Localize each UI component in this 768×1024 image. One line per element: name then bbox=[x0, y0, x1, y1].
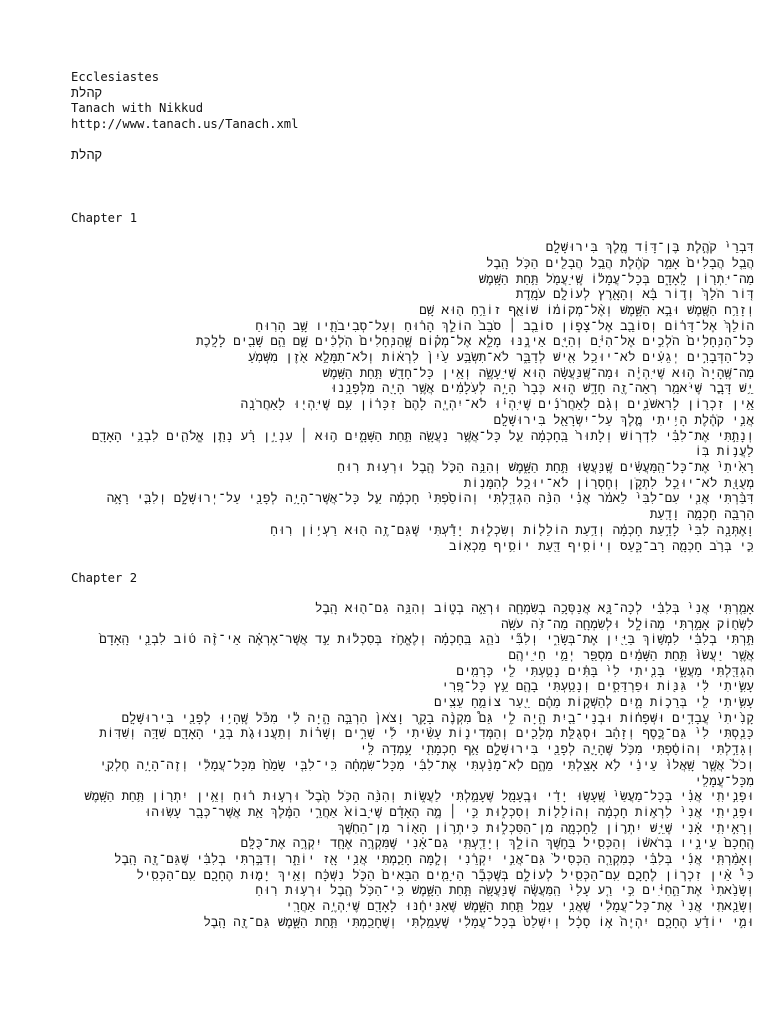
spacer bbox=[71, 132, 754, 148]
book-heading-hebrew: קהלת bbox=[71, 147, 103, 163]
verse-line: הִגְדַּ֖לְתִּי מַעֲשָׂ֑י בָּנִ֤יתִי לִי֙ בָּתִּ֔ים נָטַ֥עְתִּי לִ֖י כְּרָמִֽים bbox=[456, 662, 754, 678]
verse-line: עָשִׂ֥יתִי לִ֖י בְּרֵכ֣וֹת מָ֑יִם לְהַשְׁק֣וֹת מֵהֶ֔ם יַ֖עַר צוֹמֵ֥חַ עֵצִֽים bbox=[434, 694, 754, 710]
chapter-2 bbox=[71, 571, 754, 929]
verse-line: וְרָאִ֣יתִֽי אָ֔נִי שֶׁיֵּ֥שׁ יִתְר֛וֹן לַֽחָכְמָ֖ה מִן־הַסִּכְל֑וּת כִּיתְר֥וֹן הָא֖וֹר מִן־הַחֹֽשֶׁךְ bbox=[337, 819, 754, 835]
book-title-hebrew: קהלת bbox=[71, 85, 103, 101]
verse-line: יֵ֥שׁ דָּבָ֛ר שֶׁיֹּאמַ֥ר רְאֵה־זֶ֖ה חָדָ֣שׁ ה֑וּא כְּבָר֙ הָיָ֣ה לְעֹֽלָמִ֔ים אֲשֶׁ֥ר הָיָ֖ה מִלְּפָנֵֽנוּ bbox=[329, 380, 754, 396]
verse-line: וְנָתַ֣תִּי אֶת־לִבִּ֗י לִדְר֤וֹשׁ וְלָתוּר֙ בַּֽחָכְמָ֔ה עַ֛ל כָּל־אֲשֶׁ֥ר נַעֲשָׂ֖ה תַּ֣חַת הַשָּׁמָ֑יִם ה֣וּא ׀ עִנְיַ֣ן רָ֗ע נָתַ֧ן אֱלֹהִ֛ים לִבְנֵ֥י הָאָדָ֖ם לַעֲנ֥וֹת בּֽוֹ bbox=[91, 427, 754, 459]
verse-line: כָּנַ֤סְתִּי לִי֙ גַּם־כֶּ֣סֶף וְזָהָ֔ב וּסְגֻלַּ֥ת מְלָכִ֖ים וְהַמְּדִינ֑וֹת עָשִׂ֨יתִי לִ֜י שָׁרִ֣ים וְשָׁר֗וֹת וְתַעֲנוּגֹ֛ת בְּנֵ֥י הָאָדָ֖ם שִׁדָּ֥ה וְשִׁדּֽוֹת bbox=[99, 725, 754, 741]
verse-line: וּפָנִ֣יתִֽי אֲנִ֗י בְּכָל־מַעֲשַׂי֙ שֶֽׁעָשׂ֣וּ יָדַ֔י וּבֶֽעָמָ֖ל שֶׁעָמַ֣לְתִּי לַעֲשׂ֑וֹת וְהִנֵּ֨ה הַכֹּ֥ל הֶ֙בֶל֙ וּרְע֣וּת ר֔וּחַ וְאֵ֥ין יִתְר֖וֹן תַּ֥חַת הַשָּֽׁמֶשׁ bbox=[84, 788, 754, 804]
verse-line: אָמַ֤רְתִּֽי אֲנִי֙ בְּלִבִּ֔י לְכָה־נָּ֛א אֲנַסְּכָ֥ה בְשִׂמְחָ֖ה וּרְאֵ֣ה בְט֑וֹב וְהִנֵּ֥ה גַם־ה֖וּא הָֽבֶל bbox=[315, 599, 754, 615]
verse-line: אֲנִ֣י קֹהֶ֔לֶת הָיִ֥יתִי מֶ֛לֶךְ עַל־יִשְׂרָאֵ֖ל בִּירוּשָׁלִָֽם bbox=[493, 411, 754, 427]
verse-line: מַה־שֶּֽׁהָיָה֙ ה֣וּא שֶׁיִּהְיֶ֔ה וּמַה־שֶּֽׁנַּעֲשָׂ֔ה ה֖וּא שֶׁיֵּעָשֶׂ֑ה וְאֵ֥ין כָּל־חָדָ֖שׁ תַּ֥חַת הַשָּֽׁמֶשׁ bbox=[322, 364, 754, 380]
verse-line: לִשְׂח֖וֹק אָמַ֣רְתִּי מְהוֹלָ֑ל וּלְשִׂמְחָ֖ה מַה־זֹּ֥ה עֹשָֽׂה bbox=[501, 615, 754, 631]
verse-line: כָּל־הַנְּחָלִים֙ הֹלְכִ֣ים אֶל־הַיָּ֔ם וְהַיָּ֖ם אֵינֶ֣נּוּ מָלֵ֑א אֶל־מְק֗וֹם שֶׁ֤הַנְּחָלִים֙ הֹֽלְכִ֔ים שָׁ֛ם הֵ֥ם שָׁבִ֖ים לָלָֽכֶת bbox=[196, 333, 754, 349]
verse-line: וָאֶתְּנָ֤ה לִבִּי֙ לָדַ֣עַת חָכְמָ֔ה וְדַ֥עַת הוֹלֵל֖וֹת וְשִׂכְל֑וּת יָדַ֕עְתִּי שֶׁגַּם־זֶ֥ה ה֖וּא רַעְי֥וֹן רֽוּחַ bbox=[270, 521, 754, 537]
chapter-heading: Chapter 1 bbox=[71, 210, 138, 225]
edition-line: Tanach with Nikkud bbox=[71, 101, 204, 116]
verse-line: דִּבְרֵי֙ קֹהֶ֣לֶת בֶּן־דָּוִ֔ד מֶ֖לֶךְ בִּירוּשָׁלִָֽם bbox=[545, 239, 754, 255]
verse-line: וְכֹל֙ אֲשֶׁ֤ר שָֽׁאֲלוּ֙ עֵינַ֔י לֹ֥א אָצַ֖לְתִּי מֵהֶ֑ם לֹֽא־מָנַ֨עְתִּי אֶת־לִבִּ֜י מִכָּל־שִׂמְחָ֗ה כִּֽי־לִבִּ֤י שָׂמֵ֙חַ֙ מִכָּל־עֲמָלִ֔י וְזֶה־הָיָ֥ה חֶלְקִ֖י מִכָּל־עֲמָלִֽי bbox=[99, 756, 754, 788]
document-page bbox=[71, 70, 754, 930]
verse-line: וְשָׂנֵ֙אתִי֙ אֶת־הַ֣חַיִּ֔ים כִּ֣י רַ֤ע עָלַי֙ הַֽמַּעֲשֶׂ֔ה שֶׁנַּעֲשָׂ֖ה תַּ֣חַת הַשָּׁ֑מֶשׁ כִּֽי־הַכֹּ֥ל הֶ֖בֶל וּרְע֥וּת רֽוּחַ bbox=[255, 882, 754, 898]
verse-line: דּ֤וֹר הֹלֵךְ֙ וְד֣וֹר בָּ֔א וְהָאָ֖רֶץ לְעוֹלָ֥ם עֹמָֽדֶת bbox=[515, 286, 754, 302]
verse-line: הוֹלֵךְ֙ אֶל־דָּר֔וֹם וְסוֹבֵ֖ב אֶל־צָפ֑וֹן סוֹבֵ֤ב ׀ סֹבֵב֙ הוֹלֵ֣ךְ הָר֔וּחַ וְעַל־סְבִיבֹתָ֖יו שָׁ֥ב הָרֽוּחַ bbox=[255, 317, 754, 333]
verse-line: כִּ֛י בְּרֹ֥ב חָכְמָ֖ה רָב־כָּ֑עַס וְיוֹסִ֥יף דַּ֖עַת יוֹסִ֥יף מַכְאֽוֹב bbox=[448, 537, 754, 553]
verse-line: דִּבַּ֨רְתִּי אֲנִ֤י עִם־לִבִּי֙ לֵאמֹ֔ר אֲנִ֗י הִנֵּ֨ה הִגְדַּ֤לְתִּי וְהוֹסַ֙פְתִּי֙ חָכְמָ֔ה עַ֛ל כָּל־אֲשֶׁר־הָיָ֥ה לְפָנַ֖י עַל־יְרוּשָׁלִָ֑ם וְלִבִּ֛י רָאָ֥ה הַרְבֵּ֖ה חָכְמָ֥ה וָדָֽעַת bbox=[106, 490, 754, 522]
verse-list bbox=[71, 239, 754, 553]
verse-line: קָנִ֙יתִי֙ עֲבָדִ֣ים וּשְׁפָח֔וֹת וּבְנֵי־בַ֖יִת הָ֣יָה לִ֑י גַּם֩ מִקְנֶ֨ה בָקָ֤ר וָצֹאן֙ הַרְבֵּ֣ה הָ֣יָה לִ֔י מִכֹּ֕ל שֶֽׁהָי֥וּ לְפָנַ֖י בִּירוּשָׁלִָֽם bbox=[121, 709, 754, 725]
verse-line: וְשָׂנֵ֤אתִֽי אֲנִי֙ אֶת־כָּל־עֲמָלִ֔י שֶׁאֲנִ֥י עָמֵ֖ל תַּ֣חַת הַשָּׁ֑מֶשׁ שֶׁאַנִּיחֶ֔נּוּ לָאָדָ֖ם שֶׁיִּהְיֶ֥ה אַחֲרָֽי bbox=[285, 898, 754, 914]
verse-line: וְגָדַ֣לְתִּי וְהוֹסַ֔פְתִּי מִכֹּ֥ל שֶׁהָיָ֛ה לְפָנַ֖י בִּירוּשָׁלִָ֑ם אַ֥ף חָכְמָתִ֖י עָ֥מְדָה לִּֽי bbox=[359, 741, 754, 757]
verse-line: וְאָמַ֨רְתִּֽי אֲנִ֜י בְּלִבִּ֗י כְּמִקְרֵ֤ה הַכְּסִיל֙ גַּם־אֲנִ֣י יִקְרֵ֔נִי וְלָ֧מָּה חָכַ֛מְתִּי אֲנִ֥י אָ֖ז יוֹתֵ֑ר וְדִבַּ֣רְתִּי בְלִבִּ֔י שֶׁגַּם־זֶ֖ה הָֽבֶל bbox=[114, 851, 754, 867]
verse-line: וּפָנִ֤יתִֽי אֲנִי֙ לִרְא֣וֹת חָכְמָ֔ה וְהוֹלֵל֖וֹת וְסִכְל֑וּת כִּ֣י ׀ מֶ֣ה הָאָדָ֗ם שֶׁיָּבוֹא֙ אַחֲרֵ֣י הַמֶּ֔לֶךְ אֵ֥ת אֲשֶׁר־כְּבָ֖ר עָשֽׂוּהוּ bbox=[143, 803, 754, 819]
verse-line: הֲבֵ֤ל הֲבָלִים֙ אָמַ֣ר קֹהֶ֔לֶת הֲבֵ֥ל הֲבָלִ֖ים הַכֹּ֥ל הָֽבֶל bbox=[486, 254, 754, 270]
verse-list bbox=[71, 600, 754, 930]
verse-line: אֵ֥ין זִכְר֖וֹן לָרִאשֹׁנִ֑ים וְגַ֨ם לָאַחֲרֹנִ֜ים שֶׁיִּהְי֗וּ לֹא־יִהְיֶ֤ה לָהֶם֙ זִכָּר֔וֹן עִ֥ם שֶׁיִּהְי֖וּ לָאַחֲרֹנָֽה bbox=[240, 396, 754, 412]
verse-line: מַה־יִּתְר֖וֹן לָֽאָדָ֑ם בְּכָל־עֲמָל֔וֹ שֶֽׁיַּעֲמֹ֖ל תַּ֥חַת הַשָּֽׁמֶשׁ bbox=[478, 270, 754, 286]
spacer bbox=[71, 164, 754, 211]
source-url[interactable]: http://www.tanach.us/Tanach.xml bbox=[71, 116, 299, 131]
chapter-1 bbox=[71, 211, 754, 554]
verse-line: תַּ֣רְתִּי בְלִבִּ֔י לִמְשׁ֥וֹךְ בַּיַּ֖יִן אֶת־בְּשָׂרִ֑י וְלִבִּ֞י נֹהֵ֣ג בַּֽחָכְמָ֗ה וְלֶאֱחֹ֣ז בְּסִכְל֔וּת עַ֣ד אֲשֶׁר־אֶרְאֶ֗ה אֵי־זֶ֨ה ט֜וֹב לִבְנֵ֤י הָֽאָדָם֙ אֲשֶׁ֤ר יַעֲשׂוּ֙ תַּ֣חַת הַשָּׁמַ֔יִם מִסְפַּ֖ר יְמֵ֥י חַיֵּיהֶֽם bbox=[99, 631, 754, 662]
verse-line: כָּל־הַדְּבָרִ֣ים יְגֵעִ֔ים לֹא־יוּכַ֥ל אִ֖ישׁ לְדַבֵּ֑ר לֹא־תִשְׂבַּ֥ע עַ֙יִן֙ לִרְא֔וֹת וְלֹא־תִמָּלֵ֥א אֹ֖זֶן מִשְּׁמֹֽעַ bbox=[248, 349, 754, 365]
chapter-heading: Chapter 2 bbox=[71, 571, 138, 586]
verse-line: מְעֻוָּ֖ת לֹא־יוּכַ֣ל לִתְקֹ֑ן וְחֶסְר֖וֹן לֹא־יוּכַ֥ל לְהִמָּנֽוֹת bbox=[463, 474, 754, 490]
verse-line: כִּי֩ אֵ֨ין זִכְר֧וֹן לֶחָכָ֛ם עִֽם־הַכְּסִ֖יל לְעוֹלָ֑ם בְּשֶׁכְּבָ֞ר הַיָּמִ֤ים הַבָּאִים֙ הַכֹּ֣ל נִשְׁכָּ֔ח וְאֵ֥יךְ יָמ֛וּת הֶחָכָ֖ם עִֽם־הַכְּסִֽיל bbox=[136, 866, 754, 882]
book-title-english: Ecclesiastes bbox=[71, 70, 160, 84]
spacer bbox=[71, 553, 754, 571]
verse-line: וְזָרַ֥ח הַשֶּׁ֖מֶשׁ וּבָ֣א הַשָּׁ֑מֶשׁ וְאֶ֨ל־מְקוֹמ֔וֹ שׁוֹאֵ֛ף זוֹרֵ֥חַ ה֖וּא שָֽׁם bbox=[419, 301, 754, 317]
verse-line: וּמִ֣י יוֹדֵ֗עַ הֶחָכָ֤ם יִהְיֶה֙ א֣וֹ סָכָ֔ל וְיִשְׁלַט֙ בְּכָל־עֲמָלִ֔י שֶׁעָמַ֥לְתִּי וְשֶׁחָכַ֖מְתִּי תַּ֣חַת הַשָּׁ֑מֶשׁ גַּם־זֶ֖ה הָֽבֶל bbox=[203, 913, 754, 929]
verse-line: הֶֽחָכָם֙ עֵינָ֣יו בְּרֹאשׁ֔וֹ וְהַכְּסִ֖יל בַּחֹ֣שֶׁךְ הוֹלֵ֑ךְ וְיָדַ֤עְתִּֽי גַם־אָ֔נִי שֶׁמִּקְרֶ֥ה אֶחָ֖ד יִקְרֶ֥ה אֶת־כֻּלָּֽם bbox=[240, 835, 754, 851]
verse-line: עָשִׂ֣יתִי לִ֔י גַּנּ֖וֹת וּפַרְדֵּסִ֑ים וְנָטַ֥עְתִּי בָהֶ֖ם עֵ֥ץ כָּל־פֶּֽרִי bbox=[441, 678, 754, 694]
verse-line: רָאִ֙יתִי֙ אֶת־כָּל־הַֽמַּעֲשִׂ֔ים שֶֽׁנַּעֲשׂ֖וּ תַּ֣חַת הַשָּׁ֑מֶשׁ וְהִנֵּ֥ה הַכֹּ֛ל הֶ֖בֶל וּרְע֥וּת רֽוּחַ bbox=[337, 459, 754, 474]
